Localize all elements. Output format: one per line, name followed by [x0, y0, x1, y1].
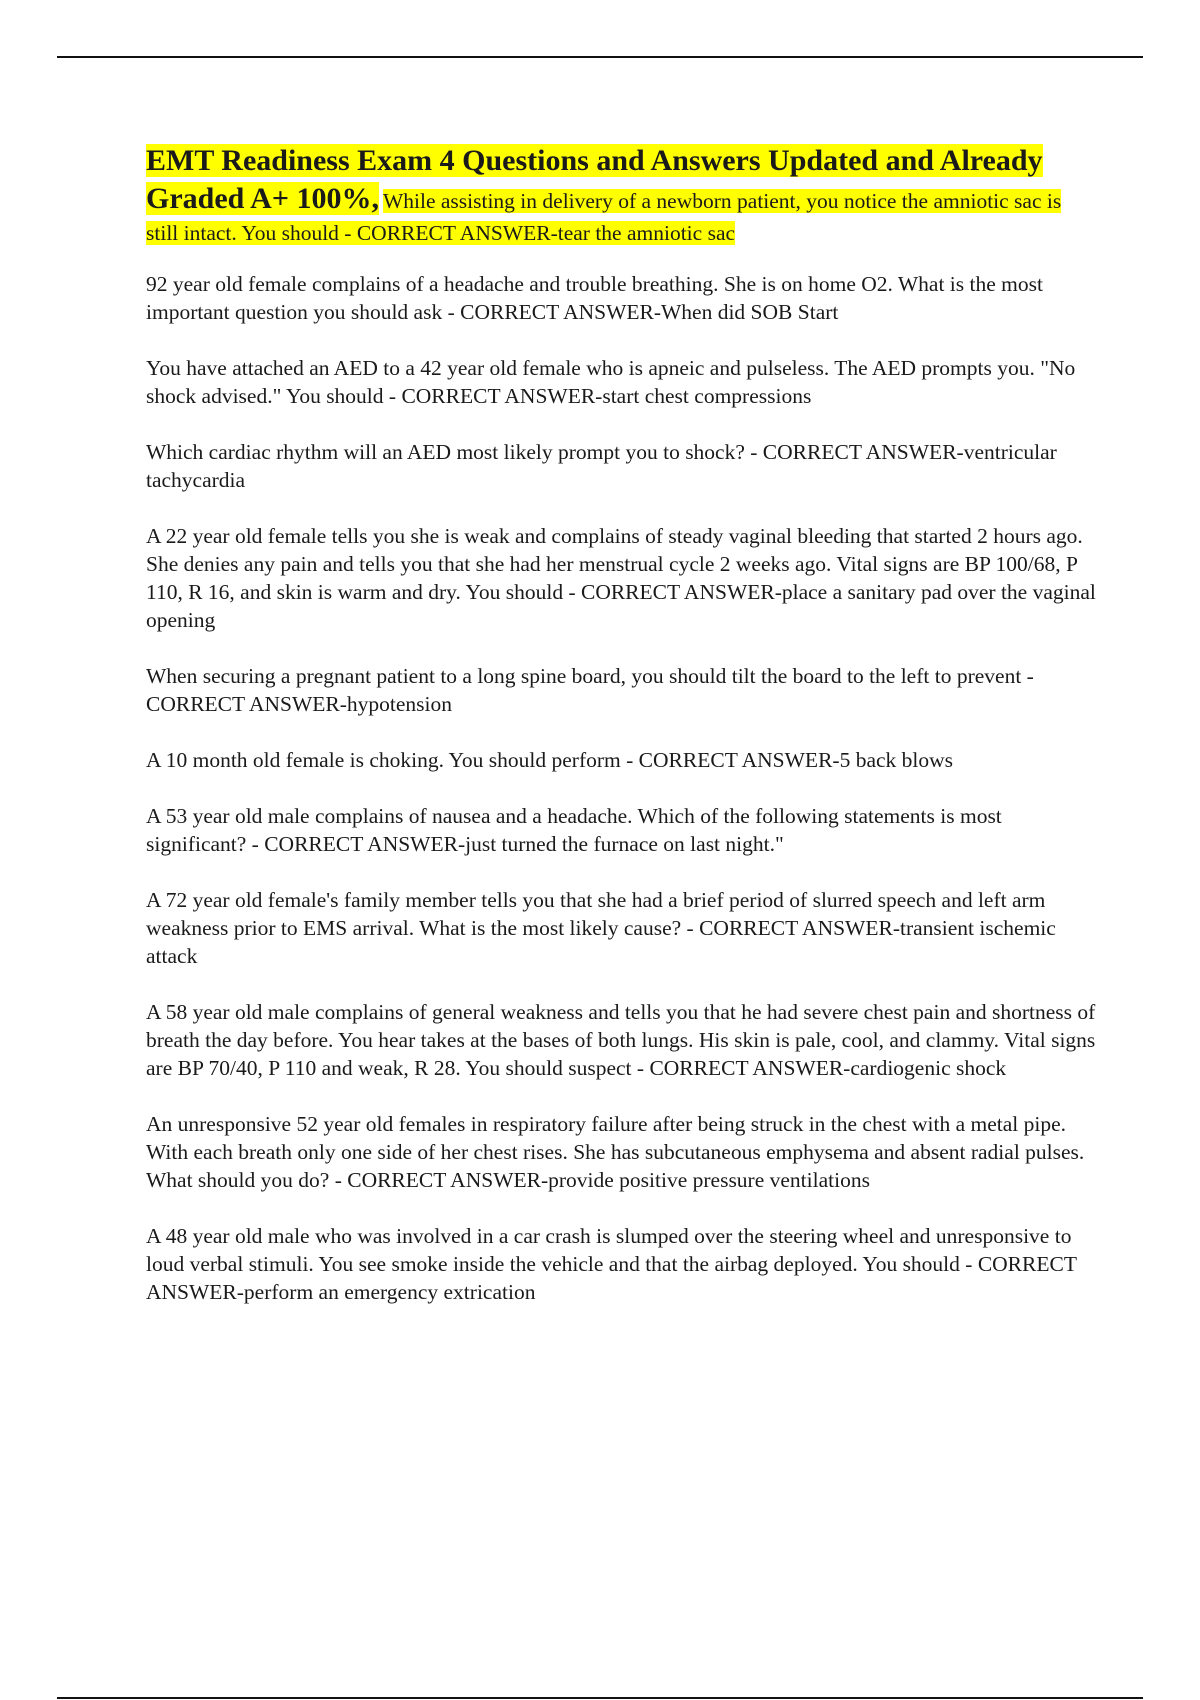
qa-item: A 48 year old male who was involved in a car crash is slumped over the steering wheel and unresponsive to loud verbal stimuli. You see smoke inside the vehicle and that the airbag deployed. You should - CORRECT ANSWER-perform an emergency extrication [146, 1224, 1077, 1304]
qa-item: A 22 year old female tells you she is weak and complains of steady vaginal bleeding that started 2 hours ago. She denies any pain and tells you that she had her menstrual cycle 2 weeks ago. Vital signs are BP 100/68, P 110, R 16, and skin is warm and dry. You should - CORRECT ANSWER-place a sanitary pad over the vaginal opening [146, 524, 1096, 632]
qa-item: An unresponsive 52 year old females in respiratory failure after being struck in the chest with a metal pipe. With each breath only one side of her chest rises. She has subcutaneous emphysema and absent radial pulses. What should you do? - CORRECT ANSWER-provide positive pressure ventilations [146, 1112, 1085, 1192]
qa-item: A 58 year old male complains of general weakness and tells you that he had severe chest pain and shortness of breath the day before. You hear takes at the bases of both lungs. His skin is pale, cool, and clammy. Vital signs are BP 70/40, P 110 and weak, R 28. You should suspect - CORRECT ANSWER-cardiogenic shock [146, 1000, 1096, 1080]
qa-item: Which cardiac rhythm will an AED most likely prompt you to shock? - CORRECT ANSWER-ventricular tachycardia [146, 440, 1057, 492]
qa-item: A 72 year old female's family member tells you that she had a brief period of slurred speech and left arm weakness prior to EMS arrival. What is the most likely cause? - CORRECT ANSWER-transient ischemic attack [146, 888, 1056, 968]
highlighted-heading [146, 142, 1096, 248]
bottom-rule [57, 1697, 1143, 1699]
qa-item: When securing a pregnant patient to a long spine board, you should tilt the board to the left to prevent - CORRECT ANSWER-hypotension [146, 664, 1034, 716]
document-body [146, 142, 1096, 1334]
qa-item: A 53 year old male complains of nausea and a headache. Which of the following statements is most significant? - CORRECT ANSWER-just turned the furnace on last night." [146, 804, 1002, 856]
top-rule [57, 56, 1143, 58]
qa-item: 92 year old female complains of a headache and trouble breathing. She is on home O2. What is the most important question you should ask - CORRECT ANSWER-When did SOB Start [146, 272, 1043, 324]
first-question-answer: While assisting in delivery of a newborn patient, you notice the amniotic sac is still intact. You should - CORRECT ANSWER-tear the amniotic sac [146, 189, 1062, 245]
document-title: EMT Readiness Exam 4 Questions and Answers Updated and Already Graded A+ 100%, [146, 144, 1043, 215]
qa-item: You have attached an AED to a 42 year old female who is apneic and pulseless. The AED prompts you. "No shock advised." You should - CORRECT ANSWER-start chest compressions [146, 356, 1076, 408]
qa-item: A 10 month old female is choking. You should perform - CORRECT ANSWER-5 back blows [146, 748, 954, 772]
